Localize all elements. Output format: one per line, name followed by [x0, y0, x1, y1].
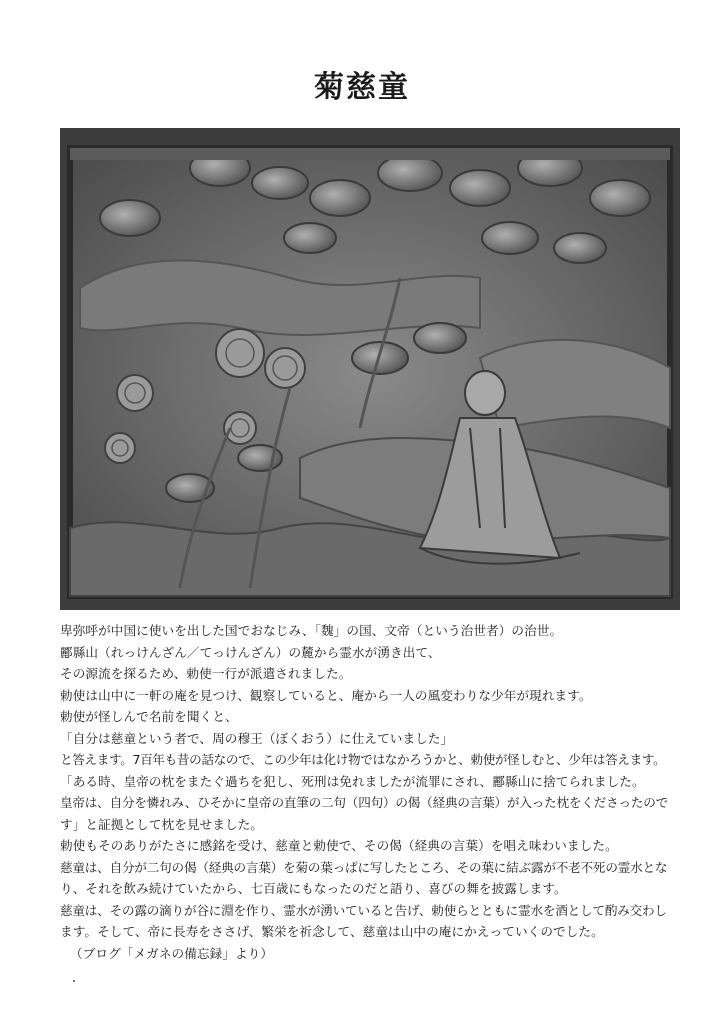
body-line-7: と答えます。7百年も昔の話なので、この少年は化け物ではなかろうかと、勅使が怪しむと、少年は答えます。: [60, 752, 666, 767]
body-line-3: その源流を探るため、勅使一行が派遣されました。: [60, 666, 352, 681]
body-line-12: 慈童は、自分が二句の偈（経典の言葉）を菊の葉っぱに写したところ、その葉に結ぶ露が不老不死の霊水とな: [60, 859, 668, 875]
page-title: 菊慈童: [314, 70, 410, 105]
stray-mark: [73, 980, 75, 982]
body-line-8: 「ある時、皇帝の枕をまたぐ過ちを犯し、死刑は免れましたが流罪にされ、酈縣山に捨てられました。: [60, 773, 645, 789]
body-line-9: 皇帝は、自分を憐れみ、ひそかに皇帝の直筆の二句（四句）の偈（経典の言葉）が入った枕をくださったので: [60, 795, 669, 810]
body-line-5: 勅使が怪しんで名前を聞くと、: [60, 709, 238, 724]
body-line-1: 卑弥呼が中国に使いを出した国でおなじみ、「魏」の国、文帝（という治世者）の治世。: [60, 623, 563, 638]
body-line-13: り、それを飲み続けていたから、七百歳にもなったのだと語り、喜びの舞を披露します。: [60, 881, 567, 896]
body-line-6: 「自分は慈童という者で、周の穆王（ぼくおう）に仕えていました」: [60, 730, 454, 746]
body-line-11: 勅使もそのありがたさに感銘を受け、慈童と勅使で、その偈（経典の言葉）を唱え味わいました。: [60, 838, 618, 853]
source-citation: （ブログ「メガネの備忘録」より）: [70, 945, 274, 961]
wood-carving-image: [60, 128, 680, 610]
story-text: [60, 620, 690, 964]
body-line-2: 酈縣山（れっけんざん／てっけんざん）の麓から霊水が湧き出て、: [60, 644, 441, 660]
body-line-14: 慈童は、その露の滴りが谷に淵を作り、霊水が湧いていると告げ、勅使らとともに霊水を酒として酌み交わし: [60, 902, 667, 918]
body-line-10: す」と証拠として枕を見せました。: [60, 816, 264, 832]
body-line-4: 勅使は山中に一軒の庵を見つけ、観察していると、庵から一人の風変わりな少年が現れます。: [60, 687, 592, 703]
body-line-15: ます。そして、帝に長寿をささげ、繁栄を祈念して、慈童は山中の庵にかえっていくのでした。: [60, 924, 604, 939]
